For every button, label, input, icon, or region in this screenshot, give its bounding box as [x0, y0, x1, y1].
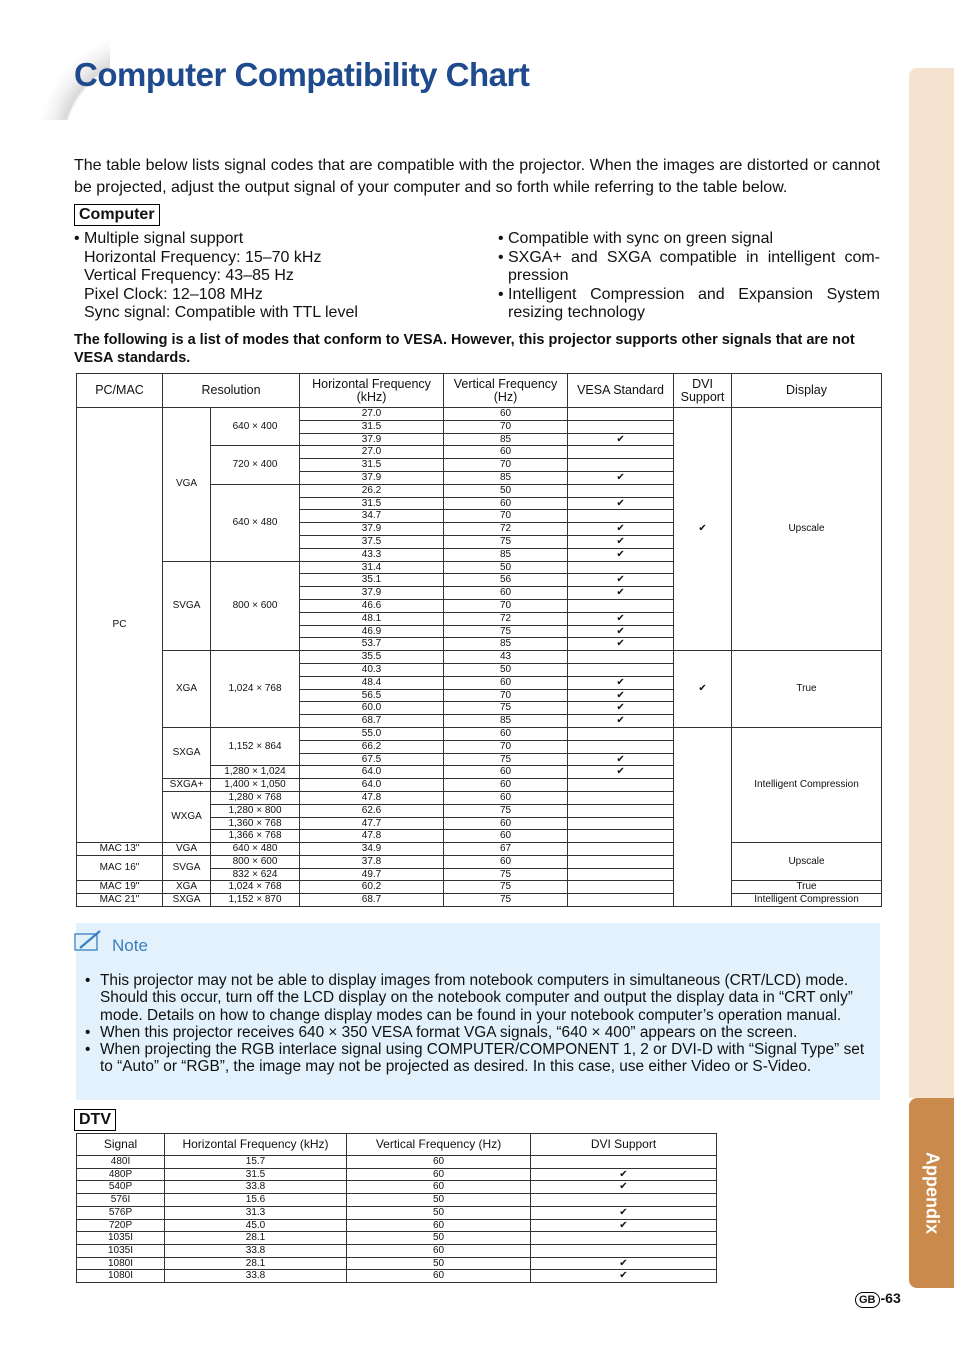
hfreq-cell: 37.9 — [300, 523, 444, 536]
vfreq-cell: 75 — [444, 894, 568, 907]
hfreq-cell: 64.0 — [300, 766, 444, 779]
list-item: • Intelligent Compression and Expansion System resizing technology — [498, 286, 880, 323]
signal-cell: 576I — [77, 1194, 165, 1207]
hfreq-cell: 67.5 — [300, 753, 444, 766]
col-header-vesa: VESA Standard — [568, 374, 674, 408]
vfreq-cell: 75 — [444, 804, 568, 817]
vfreq-cell: 72 — [444, 523, 568, 536]
resolution-cell: 800 × 600 — [211, 561, 300, 651]
hfreq-cell: 27.0 — [300, 408, 444, 421]
col-header-display: Display — [732, 374, 882, 408]
hfreq-cell: 48.4 — [300, 676, 444, 689]
vesa-cell: ✔ — [568, 689, 674, 702]
side-tab-band — [909, 68, 954, 1098]
computer-specs-left — [74, 230, 474, 323]
col-header-signal: Signal — [77, 1134, 165, 1156]
pcmac-cell: PC — [77, 408, 163, 843]
vfreq-cell: 60 — [347, 1219, 531, 1232]
resolution-cell: 1,360 × 768 — [211, 817, 300, 830]
table-row — [77, 1270, 717, 1283]
dvi-cell: ✔ — [531, 1206, 717, 1219]
dvi-cell: ✔ — [531, 1219, 717, 1232]
vfreq-cell: 70 — [444, 459, 568, 472]
hfreq-cell: 34.7 — [300, 510, 444, 523]
vesa-cell — [568, 740, 674, 753]
hfreq-cell: 45.0 — [165, 1219, 347, 1232]
vfreq-cell: 75 — [444, 702, 568, 715]
vesa-cell: ✔ — [568, 548, 674, 561]
hfreq-cell: 31.5 — [300, 497, 444, 510]
resolution-cell: 720 × 400 — [211, 446, 300, 484]
pcmac-cell: MAC 16" — [77, 855, 163, 881]
hfreq-cell: 46.6 — [300, 599, 444, 612]
table-row — [77, 881, 882, 894]
hfreq-cell: 47.7 — [300, 817, 444, 830]
table-row — [77, 1168, 717, 1181]
vfreq-cell: 75 — [444, 868, 568, 881]
vfreq-cell: 50 — [347, 1194, 531, 1207]
vfreq-cell: 60 — [347, 1181, 531, 1194]
intro-paragraph: The table below lists signal codes that are compatible with the projector. When the images are distorted or cannot be projected, adjust the output signal of your computer and so forth while referring to the table below. — [74, 157, 880, 196]
signal-cell: 540P — [77, 1181, 165, 1194]
vfreq-cell: 60 — [444, 676, 568, 689]
vfreq-cell: 60 — [444, 830, 568, 843]
table-row — [77, 843, 882, 856]
vfreq-cell: 85 — [444, 471, 568, 484]
resolution-cell: 1,024 × 768 — [211, 651, 300, 728]
signal-cell: 1035I — [77, 1244, 165, 1257]
list-item: • Compatible with sync on green signal — [498, 230, 880, 249]
vfreq-cell: 85 — [444, 433, 568, 446]
vfreq-cell: 85 — [444, 638, 568, 651]
vfreq-cell: 75 — [444, 535, 568, 548]
resolution-cell: 640 × 480 — [211, 484, 300, 561]
dvi-cell — [531, 1194, 717, 1207]
hfreq-cell: 66.2 — [300, 740, 444, 753]
signal-cell: 1080I — [77, 1257, 165, 1270]
table-row — [77, 1244, 717, 1257]
hfreq-cell: 60.2 — [300, 881, 444, 894]
table-row — [77, 1206, 717, 1219]
region-badge: GB — [855, 1292, 880, 1308]
dvi-cell: ✔ — [674, 408, 732, 651]
resolution-cell: 1,024 × 768 — [211, 881, 300, 894]
vesa-cell: ✔ — [568, 702, 674, 715]
vfreq-cell: 60 — [444, 408, 568, 421]
dvi-cell: ✔ — [531, 1270, 717, 1283]
list-item: • Multiple signal support — [74, 230, 474, 249]
vfreq-cell: 60 — [444, 587, 568, 600]
hfreq-cell: 64.0 — [300, 779, 444, 792]
pcmac-cell: MAC 13" — [77, 843, 163, 856]
vesa-cell: ✔ — [568, 497, 674, 510]
vesa-cell: ✔ — [568, 625, 674, 638]
table-row — [77, 651, 882, 664]
dvi-cell — [531, 1156, 717, 1169]
vfreq-cell: 75 — [444, 625, 568, 638]
col-header-hfreq: Horizontal Frequency (kHz) — [165, 1134, 347, 1156]
vfreq-cell: 60 — [347, 1168, 531, 1181]
hfreq-cell: 28.1 — [165, 1257, 347, 1270]
vesa-cell — [568, 663, 674, 676]
hfreq-cell: 62.6 — [300, 804, 444, 817]
hfreq-cell: 37.8 — [300, 855, 444, 868]
table-row — [77, 1257, 717, 1270]
vfreq-cell: 43 — [444, 651, 568, 664]
vesa-cell: ✔ — [568, 574, 674, 587]
computer-label: Computer — [74, 204, 160, 226]
hfreq-cell: 48.1 — [300, 612, 444, 625]
mode-cell: SXGA — [163, 727, 211, 778]
dtv-label: DTV — [74, 1109, 116, 1131]
vfreq-cell: 75 — [444, 753, 568, 766]
mode-cell: SVGA — [163, 855, 211, 881]
list-item: Sync signal: Compatible with TTL level — [84, 304, 358, 321]
vfreq-cell: 85 — [444, 715, 568, 728]
hfreq-cell: 37.9 — [300, 433, 444, 446]
list-item: • When projecting the RGB interlace signal using COMPUTER/COMPONENT 1, 2 or DVI-D with “Signal Type” set to “Auto” or “RGB”, the image may not be projected as desired. In this case, use either Video or S-Video. — [100, 1041, 870, 1076]
hfreq-cell: 60.0 — [300, 702, 444, 715]
note-list — [100, 972, 870, 1076]
col-header-resolution: Resolution — [163, 374, 300, 408]
vfreq-cell: 70 — [444, 420, 568, 433]
pencil-note-icon — [72, 928, 104, 954]
vesa-cell — [568, 446, 674, 459]
hfreq-cell: 31.5 — [165, 1168, 347, 1181]
signal-cell: 1035I — [77, 1232, 165, 1245]
hfreq-cell: 37.9 — [300, 471, 444, 484]
table-row — [77, 1156, 717, 1169]
vesa-cell: ✔ — [568, 471, 674, 484]
list-item: • SXGA+ and SXGA compatible in intelligent com-pression — [498, 249, 880, 286]
hfreq-cell: 15.6 — [165, 1194, 347, 1207]
resolution-cell: 1,280 × 1,024 — [211, 766, 300, 779]
vesa-cell — [568, 843, 674, 856]
vesa-note: The following is a list of modes that conform to VESA. However, this projector supports other signals that are not VESA standards. — [74, 332, 855, 366]
signal-cell: 576P — [77, 1206, 165, 1219]
table-row — [77, 1232, 717, 1245]
computer-specs-right — [498, 230, 880, 323]
hfreq-cell: 15.7 — [165, 1156, 347, 1169]
display-cell: Upscale — [732, 843, 882, 881]
col-header-dvi: DVI Support — [674, 374, 732, 408]
vesa-cell: ✔ — [568, 638, 674, 651]
resolution-cell: 1,366 × 768 — [211, 830, 300, 843]
mode-cell: VGA — [163, 408, 211, 562]
table-row — [77, 727, 882, 740]
mode-cell: SVGA — [163, 561, 211, 651]
hfreq-cell: 31.3 — [165, 1206, 347, 1219]
list-item: Pixel Clock: 12–108 MHz — [84, 285, 263, 303]
pcmac-cell: MAC 19" — [77, 881, 163, 894]
display-cell: Upscale — [732, 408, 882, 651]
signal-cell: 1080I — [77, 1270, 165, 1283]
hfreq-cell: 49.7 — [300, 868, 444, 881]
vfreq-cell: 50 — [347, 1232, 531, 1245]
hfreq-cell: 37.5 — [300, 535, 444, 548]
dvi-cell — [674, 727, 732, 906]
vfreq-cell: 67 — [444, 843, 568, 856]
list-item: Horizontal Frequency: 15–70 kHz — [84, 248, 322, 266]
mode-cell: XGA — [163, 651, 211, 728]
hfreq-cell: 37.9 — [300, 587, 444, 600]
vesa-cell — [568, 855, 674, 868]
dvi-cell: ✔ — [674, 651, 732, 728]
resolution-cell: 640 × 400 — [211, 408, 300, 446]
hfreq-cell: 53.7 — [300, 638, 444, 651]
vesa-cell — [568, 408, 674, 421]
vfreq-cell: 60 — [347, 1156, 531, 1169]
signal-cell: 480P — [77, 1168, 165, 1181]
vfreq-cell: 72 — [444, 612, 568, 625]
vfreq-cell: 70 — [444, 740, 568, 753]
hfreq-cell: 43.3 — [300, 548, 444, 561]
hfreq-cell: 47.8 — [300, 830, 444, 843]
vfreq-cell: 60 — [444, 446, 568, 459]
hfreq-cell: 56.5 — [300, 689, 444, 702]
mode-cell: WXGA — [163, 791, 211, 842]
hfreq-cell: 46.9 — [300, 625, 444, 638]
vesa-cell — [568, 561, 674, 574]
vesa-cell — [568, 599, 674, 612]
vesa-cell — [568, 894, 674, 907]
resolution-cell: 832 × 624 — [211, 868, 300, 881]
list-item: • This projector may not be able to display images from notebook computers in simultaneous (CRT/LCD) mode. Should this occur, turn off the LCD display on the notebook computer and output the display data in “CRT only” mode. Details on how to change display modes can be found in your notebook computer’s operation manual. — [100, 972, 870, 1024]
side-tab-appendix[interactable]: Appendix — [909, 1098, 954, 1288]
dvi-cell — [531, 1232, 717, 1245]
vesa-cell: ✔ — [568, 753, 674, 766]
list-item: Vertical Frequency: 43–85 Hz — [84, 267, 294, 284]
vfreq-cell: 60 — [444, 766, 568, 779]
mode-cell: XGA — [163, 881, 211, 894]
resolution-cell: 1,400 × 1,050 — [211, 779, 300, 792]
dvi-cell: ✔ — [531, 1257, 717, 1270]
hfreq-cell: 33.8 — [165, 1270, 347, 1283]
vesa-cell — [568, 651, 674, 664]
page-number: GB -63 — [855, 1290, 901, 1308]
note-heading: Note — [76, 936, 148, 956]
vfreq-cell: 75 — [444, 881, 568, 894]
dvi-cell: ✔ — [531, 1181, 717, 1194]
resolution-cell: 1,280 × 800 — [211, 804, 300, 817]
vesa-cell: ✔ — [568, 766, 674, 779]
display-cell: True — [732, 651, 882, 728]
vfreq-cell: 60 — [444, 791, 568, 804]
vfreq-cell: 60 — [347, 1244, 531, 1257]
hfreq-cell: 35.5 — [300, 651, 444, 664]
vfreq-cell: 50 — [347, 1257, 531, 1270]
vfreq-cell: 50 — [444, 663, 568, 676]
hfreq-cell: 55.0 — [300, 727, 444, 740]
vesa-cell: ✔ — [568, 715, 674, 728]
vfreq-cell: 50 — [444, 484, 568, 497]
hfreq-cell: 28.1 — [165, 1232, 347, 1245]
display-cell: Intelligent Compression — [732, 727, 882, 842]
page-title: Computer Compatibility Chart — [74, 56, 530, 93]
hfreq-cell: 26.2 — [300, 484, 444, 497]
hfreq-cell: 35.1 — [300, 574, 444, 587]
vesa-cell: ✔ — [568, 523, 674, 536]
hfreq-cell: 33.8 — [165, 1181, 347, 1194]
hfreq-cell: 31.5 — [300, 459, 444, 472]
hfreq-cell: 68.7 — [300, 894, 444, 907]
mode-cell: SXGA+ — [163, 779, 211, 792]
pcmac-cell: MAC 21" — [77, 894, 163, 907]
vesa-cell: ✔ — [568, 676, 674, 689]
vesa-cell: ✔ — [568, 433, 674, 446]
display-cell: True — [732, 881, 882, 894]
vfreq-cell: 60 — [444, 497, 568, 510]
table-row — [77, 1181, 717, 1194]
table-row — [77, 408, 882, 421]
resolution-cell: 1,152 × 864 — [211, 727, 300, 765]
resolution-cell: 1,280 × 768 — [211, 791, 300, 804]
col-header-hfreq: Horizontal Frequency (kHz) — [300, 374, 444, 408]
signal-cell: 720P — [77, 1219, 165, 1232]
col-header-vfreq: Vertical Frequency (Hz) — [444, 374, 568, 408]
vfreq-cell: 70 — [444, 510, 568, 523]
vfreq-cell: 85 — [444, 548, 568, 561]
col-header-dvi: DVI Support — [531, 1134, 717, 1156]
hfreq-cell: 31.4 — [300, 561, 444, 574]
hfreq-cell: 68.7 — [300, 715, 444, 728]
table-row — [77, 894, 882, 907]
vesa-cell: ✔ — [568, 535, 674, 548]
col-header-pcmac: PC/MAC — [77, 374, 163, 408]
table-row — [77, 1194, 717, 1207]
list-item: • When this projector receives 640 × 350 VESA format VGA signals, “640 × 400” appears on the screen. — [100, 1024, 870, 1041]
table-header-row — [77, 374, 882, 408]
vfreq-cell: 70 — [444, 599, 568, 612]
hfreq-cell: 31.5 — [300, 420, 444, 433]
vfreq-cell: 60 — [444, 817, 568, 830]
resolution-cell: 800 × 600 — [211, 855, 300, 868]
signal-cell: 480I — [77, 1156, 165, 1169]
vesa-cell: ✔ — [568, 587, 674, 600]
dvi-cell — [531, 1244, 717, 1257]
vfreq-cell: 60 — [444, 727, 568, 740]
vesa-cell — [568, 420, 674, 433]
mode-cell: VGA — [163, 843, 211, 856]
vesa-cell — [568, 779, 674, 792]
hfreq-cell: 47.8 — [300, 791, 444, 804]
dvi-cell: ✔ — [531, 1168, 717, 1181]
hfreq-cell: 27.0 — [300, 446, 444, 459]
vesa-cell — [568, 459, 674, 472]
vesa-cell — [568, 791, 674, 804]
vesa-cell — [568, 727, 674, 740]
vesa-cell — [568, 830, 674, 843]
hfreq-cell: 34.9 — [300, 843, 444, 856]
col-header-vfreq: Vertical Frequency (Hz) — [347, 1134, 531, 1156]
table-row — [77, 1219, 717, 1232]
vfreq-cell: 70 — [444, 689, 568, 702]
vfreq-cell: 50 — [347, 1206, 531, 1219]
hfreq-cell: 33.8 — [165, 1244, 347, 1257]
vfreq-cell: 60 — [347, 1270, 531, 1283]
vesa-cell — [568, 868, 674, 881]
vesa-cell — [568, 804, 674, 817]
vfreq-cell: 60 — [444, 855, 568, 868]
vfreq-cell: 56 — [444, 574, 568, 587]
resolution-cell: 640 × 480 — [211, 843, 300, 856]
vfreq-cell: 60 — [444, 779, 568, 792]
computer-compatibility-table — [76, 373, 882, 907]
table-header-row — [77, 1134, 717, 1156]
vesa-cell — [568, 881, 674, 894]
vfreq-cell: 50 — [444, 561, 568, 574]
vesa-cell — [568, 817, 674, 830]
dtv-table — [76, 1133, 717, 1283]
vesa-cell: ✔ — [568, 612, 674, 625]
vesa-cell — [568, 510, 674, 523]
hfreq-cell: 40.3 — [300, 663, 444, 676]
resolution-cell: 1,152 × 870 — [211, 894, 300, 907]
mode-cell: SXGA — [163, 894, 211, 907]
display-cell: Intelligent Compression — [732, 894, 882, 907]
vesa-cell — [568, 484, 674, 497]
